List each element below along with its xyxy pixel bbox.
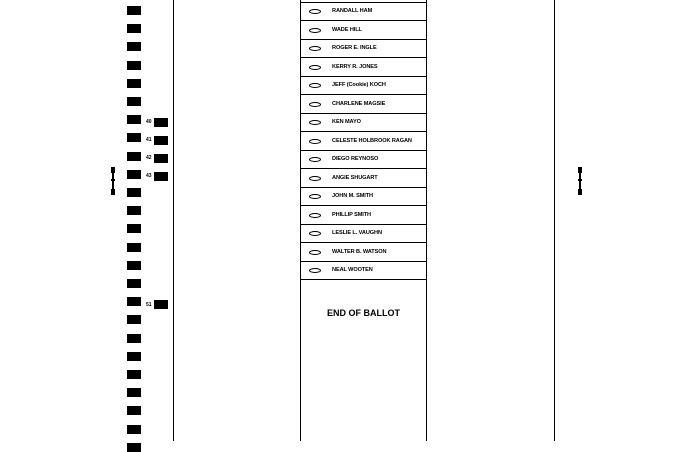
vote-oval[interactable] xyxy=(309,102,321,107)
candidate-row[interactable] xyxy=(301,207,426,225)
candidate-row[interactable] xyxy=(301,244,426,262)
candidate-name: RANDALL HAM xyxy=(332,8,373,14)
candidate-row[interactable] xyxy=(301,151,426,169)
vote-oval[interactable] xyxy=(309,139,321,144)
row-number: 40 xyxy=(146,119,152,125)
timing-mark xyxy=(127,97,141,106)
row-mark xyxy=(154,118,168,127)
row-number: 41 xyxy=(146,137,152,143)
row-mark xyxy=(154,136,168,145)
candidate-row[interactable] xyxy=(301,225,426,243)
candidate-name: KERRY R. JONES xyxy=(332,63,378,70)
candidate-name: JOHN M. SMITH xyxy=(332,193,373,199)
timing-mark xyxy=(127,170,141,179)
timing-mark xyxy=(127,224,141,233)
candidate-row[interactable] xyxy=(301,170,426,188)
timing-mark xyxy=(127,334,141,343)
row-number: 51 xyxy=(146,302,152,308)
timing-mark xyxy=(127,406,141,415)
row-mark xyxy=(154,300,168,309)
timing-mark xyxy=(127,115,141,124)
timing-mark xyxy=(127,443,141,452)
candidate-row[interactable] xyxy=(301,3,426,21)
row-number: 43 xyxy=(146,173,152,179)
right-alignment-mark xyxy=(578,167,583,195)
row-mark xyxy=(154,172,168,181)
vote-oval[interactable] xyxy=(309,9,321,14)
vote-oval[interactable] xyxy=(309,250,321,255)
candidate-row[interactable] xyxy=(301,262,426,280)
timing-mark xyxy=(127,152,141,161)
candidate-name: CELESTE HOLBROOK RAGAN xyxy=(332,137,412,144)
timing-mark xyxy=(127,315,141,324)
timing-mark xyxy=(127,133,141,142)
timing-mark xyxy=(127,188,141,197)
timing-mark xyxy=(127,79,141,88)
row-number: 42 xyxy=(146,155,152,161)
candidate-name: KEN MAYO xyxy=(332,119,361,125)
vote-oval[interactable] xyxy=(309,83,321,88)
timing-mark xyxy=(127,352,141,361)
right-margin-line xyxy=(554,0,555,441)
vote-oval[interactable] xyxy=(309,28,321,33)
timing-mark xyxy=(127,24,141,33)
left-alignment-mark xyxy=(111,167,116,195)
timing-mark xyxy=(127,297,141,306)
timing-mark xyxy=(127,61,141,70)
timing-mark xyxy=(127,370,141,379)
vote-oval[interactable] xyxy=(309,268,321,273)
timing-mark xyxy=(127,279,141,288)
vote-oval[interactable] xyxy=(309,231,321,236)
timing-mark xyxy=(127,243,141,252)
candidate-name: CHARLENE MAGSIE xyxy=(332,100,386,107)
timing-mark xyxy=(127,388,141,397)
candidate-row[interactable] xyxy=(301,77,426,95)
vote-oval[interactable] xyxy=(309,176,321,181)
candidate-name: LESLIE L. VAUGHN xyxy=(332,230,382,236)
ballot-column xyxy=(300,0,427,441)
candidate-name: WADE HILL xyxy=(332,26,362,33)
timing-mark xyxy=(127,42,141,51)
vote-oval[interactable] xyxy=(309,65,321,70)
candidate-row[interactable] xyxy=(301,22,426,40)
candidate-row[interactable] xyxy=(301,114,426,132)
candidate-row[interactable] xyxy=(301,59,426,77)
left-margin-line xyxy=(173,0,174,441)
candidate-name: DIEGO REYNOSO xyxy=(332,156,379,162)
candidate-name: JEFF (Cookie) KOCH xyxy=(332,82,386,88)
vote-oval[interactable] xyxy=(309,157,321,162)
timing-mark xyxy=(127,425,141,434)
timing-mark xyxy=(127,6,141,15)
end-of-ballot-label: END OF BALLOT xyxy=(327,308,400,318)
vote-oval[interactable] xyxy=(309,120,321,125)
vote-oval[interactable] xyxy=(309,194,321,199)
candidate-name: PHILLIP SMITH xyxy=(332,211,371,218)
candidate-row[interactable] xyxy=(301,188,426,206)
candidate-row[interactable] xyxy=(301,96,426,114)
candidate-list-top-rule xyxy=(301,2,426,3)
row-mark xyxy=(154,154,168,163)
candidate-name: ROGER E. INGLE xyxy=(332,45,377,51)
candidate-row[interactable] xyxy=(301,40,426,58)
vote-oval[interactable] xyxy=(309,46,321,51)
timing-mark xyxy=(127,261,141,270)
vote-oval[interactable] xyxy=(309,213,321,218)
candidate-row[interactable] xyxy=(301,133,426,151)
timing-mark xyxy=(127,206,141,215)
candidate-name: ANGIE SHUGART xyxy=(332,174,378,181)
candidate-name: WALTER B. WATSON xyxy=(332,248,387,255)
candidate-name: NEAL WOOTEN xyxy=(332,267,373,273)
